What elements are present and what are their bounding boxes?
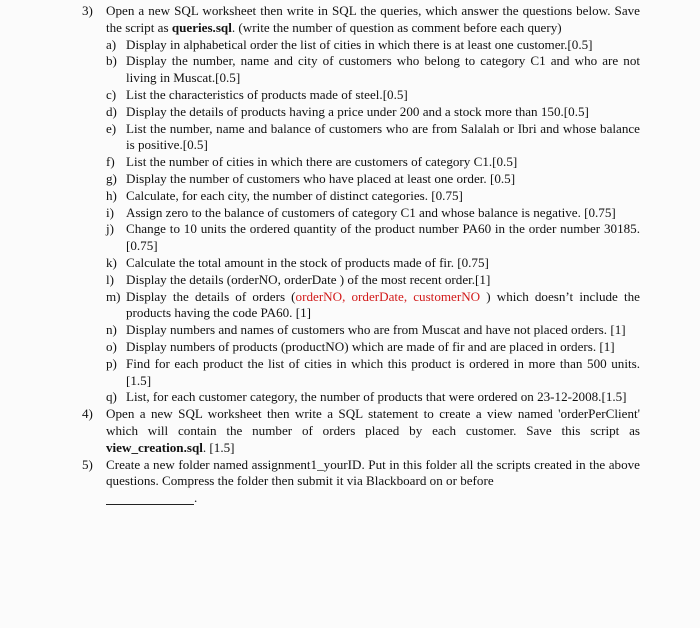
highlighted-columns: orderNO, orderDate, customerNO	[295, 288, 481, 304]
question-item: p) Find for each product the list of cities in which this product is ordered in more than 500 units.[1.5]	[106, 355, 640, 388]
question-item: n) Display numbers and names of customers who are from Muscat and have not placed orders. [1]	[106, 322, 626, 338]
question-number: 3)	[82, 3, 93, 18]
script-filename: view_creation.sql	[106, 439, 203, 455]
question-item: j) Change to 10 units the ordered quantity of the product number PA60 in the order number 30185.[0.75]	[106, 221, 640, 254]
question-5: 5) Create a new folder named assignment1_yourID. Put in this folder all the scripts created in the above questions. Compress the folder then submit it via Blackboard on or before .	[82, 456, 640, 506]
question-item: l) Display the details (orderNO, orderDate ) of the most recent order.[1]	[106, 271, 491, 287]
deadline-blank	[106, 492, 194, 505]
question-item: q) List, for each customer category, the number of products that were ordered on 23-12-2008.[1.5]	[106, 389, 627, 405]
question-item: k) Calculate the total amount in the stock of products made of fir. [0.75]	[106, 254, 489, 270]
question-item: d) Display the details of products having a price under 200 and a stock more than 150.[0.5]	[106, 103, 589, 119]
question-item: h) Calculate, for each city, the number of distinct categories. [0.75]	[106, 187, 463, 203]
question-item: e) List the number, name and balance of customers who are from Salalah or Ibri and whose balance is positive.[0.5]	[106, 120, 640, 153]
question-number: 4)	[82, 406, 93, 422]
question-3-intro: Open a new SQL worksheet then write in SQL the queries, which answer the questions below. Save the script as queries.sql. (write the number of question as comment before each query)	[106, 3, 640, 35]
question-3	[82, 3, 640, 406]
question-item: f) List the number of cities in which there are customers of category C1.[0.5]	[106, 154, 518, 170]
script-filename: queries.sql	[171, 19, 232, 35]
question-4: 4) Open a new SQL worksheet then write a SQL statement to create a view named 'orderPerClient' which will contain the number of orders placed by each customer. Save this script as view_creation.sql. [1.5]	[82, 406, 640, 455]
question-item: a) Display in alphabetical order the list of cities in which there is at least one customer.[0.5]	[106, 36, 593, 52]
deadline-line: .	[106, 490, 640, 507]
question-item: i) Assign zero to the balance of customers of category C1 and whose balance is negative. [0.75]	[106, 204, 616, 220]
question-number: 5)	[82, 456, 93, 472]
question-item: b) Display the number, name and city of customers who belong to category C1 and who are not living in Muscat.[0.5]	[106, 53, 640, 86]
question-item: g) Display the number of customers who have placed at least one order. [0.5]	[106, 170, 516, 186]
question-item: o) Display numbers of products (productNO) which are made of fir and are placed in orders. [1]	[106, 338, 615, 354]
question-item-m: m) Display the details of orders (orderNO, orderDate, customerNO ) which doesn’t include the products having the code PA60. [1]	[106, 288, 640, 321]
question-item: c) List the characteristics of products made of steel.[0.5]	[106, 86, 408, 102]
